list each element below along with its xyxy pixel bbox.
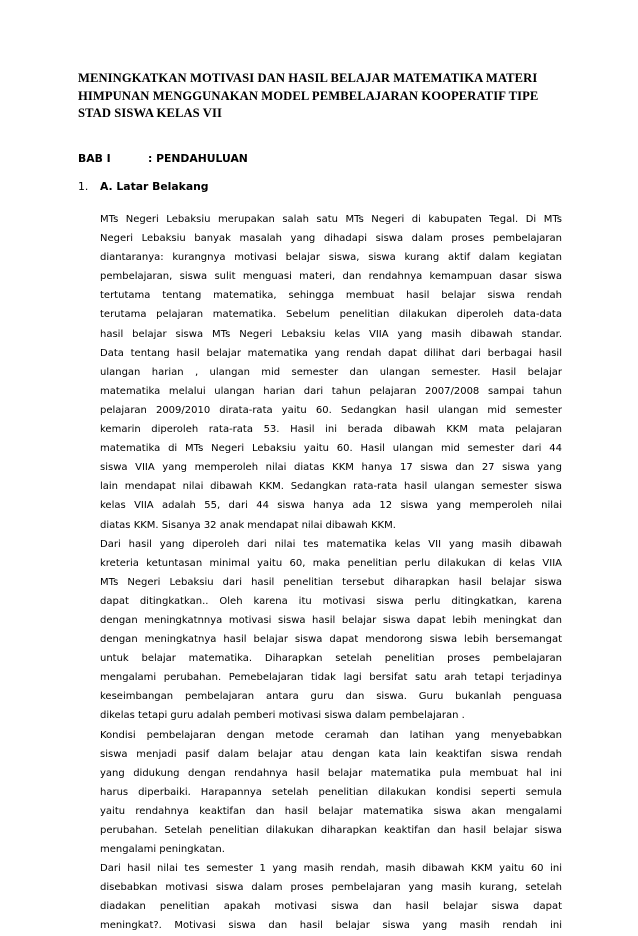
text-line: Dari hasil yang diperoleh dari nilai tes matematika kelas VII yang masih dibawah xyxy=(100,538,562,550)
text-line: siswa VIIA yang memperoleh nilai diatas KKM hanya 17 siswa dan 27 siswa yang xyxy=(100,462,562,474)
text-line: Kondisi pembelajaran dengan metode ceramah dan latihan yang menyebabkan xyxy=(100,729,562,741)
text-line: yaitu rendahnya keaktifan dan hasil belajar matematika siswa akan mengalami xyxy=(100,805,562,817)
text-line: Negeri Lebaksiu banyak masalah yang dihadapi siswa dalam proses pembelajaran xyxy=(100,233,562,245)
chapter-title: : PENDAHULUAN xyxy=(148,152,248,165)
text-line: kemarin diperoleh rata-rata 53. Hasil ini berada dibawah KKM mata pelajaran xyxy=(100,424,562,436)
text-line: dengan meningkatnya hasil belajar siswa dapat mendorong siswa lebih bersemangat xyxy=(100,634,562,646)
section-heading xyxy=(78,180,209,194)
text-line: dikelas tetapi guru adalah pemberi motivasi siswa dalam pembelajaran . xyxy=(100,710,465,722)
body-text xyxy=(100,210,562,936)
text-line: kelas VIIA adalah 55, dari 44 siswa hanya ada 12 siswa yang memperoleh nilai xyxy=(100,500,562,512)
text-line: diadakan penelitian apakah motivasi siswa dan hasil belajar siswa dapat xyxy=(100,901,562,913)
text-line: siswa menjadi pasif dalam belajar atau dengan kata lain keaktifan siswa rendah xyxy=(100,748,562,760)
text-line: pembelajaran, siswa sulit menguasi materi, dan rendahnya kemampuan dasar siswa xyxy=(100,271,562,283)
document-title xyxy=(78,70,578,123)
text-line: untuk belajar matematika. Diharapkan setelah penelitian proses pembelajaran xyxy=(100,653,562,665)
text-line: tertutama tentang matematika, sehingga membuat hasil belajar siswa rendah xyxy=(100,290,562,302)
text-line: yang didukung dengan rendahnya hasil belajar matematika pula membuat hal ini xyxy=(100,767,562,779)
text-line: matematika di MTs Negeri Lebaksiu yaitu 60. Hasil ulangan mid semester dari 44 xyxy=(100,443,562,455)
title-line: STAD SISWA KELAS VII xyxy=(78,106,222,120)
text-line: disebabkan motivasi siswa dalam proses pembelajaran yang masih kurang, setelah xyxy=(100,882,562,894)
text-line: dapat ditingkatkan.. Oleh karena itu motivasi siswa perlu ditingkatkan, karena xyxy=(100,595,562,607)
text-line: diantaranya: kurangnya motivasi belajar siswa, siswa kurang aktif dalam kegiatan xyxy=(100,252,562,264)
text-line: lain mendapat nilai dibawah KKM. Sedangkan rata-rata hasil ulangan semester siswa xyxy=(100,481,562,493)
text-line: dengan meningkatnnya motivasi siswa hasil belajar siswa dapat lebih meningkat dan xyxy=(100,614,562,626)
text-line: keseimbangan pembelajaran antara guru dan siswa. Guru bukanlah penguasa xyxy=(100,691,562,703)
text-line: mengalami peningkatan. xyxy=(100,844,225,856)
section-title: A. Latar Belakang xyxy=(100,180,209,193)
text-line: Data tentang hasil belajar matematika yang rendah dapat dilihat dari berbagai hasil xyxy=(100,347,562,359)
chapter-number: BAB I xyxy=(78,152,111,165)
text-line: Dari hasil nilai tes semester 1 yang masih rendah, masih dibawah KKM yaitu 60 ini xyxy=(100,863,562,875)
text-line: terutama pelajaran matematika. Sebelum penelitian dilakukan diperoleh data-data xyxy=(100,309,562,321)
title-line: MENINGKATKAN MOTIVASI DAN HASIL BELAJAR MATEMATIKA MATERI xyxy=(78,71,538,85)
text-line: pelajaran 2009/2010 dirata-rata yaitu 60. Sedangkan hasil ulangan mid semester xyxy=(100,404,562,416)
chapter-heading xyxy=(78,152,248,166)
text-line: ulangan harian , ulangan mid semester dan ulangan semester. Hasil belajar xyxy=(100,366,562,378)
title-line: HIMPUNAN MENGGUNAKAN MODEL PEMBELAJARAN KOOPERATIF TIPE xyxy=(78,88,539,103)
text-line: mengalami perubahan. Pemebelajaran tidak lagi bersifat satu arah tetapi terjadinya xyxy=(100,672,562,684)
text-line: perubahan. Setelah penelitian dilakukan diharapkan keaktifan dan hasil belajar siswa xyxy=(100,825,562,836)
text-line: kreteria ketuntasan minimal yaitu 60, maka penelitian perlu dilakukan di kelas VIIA xyxy=(100,557,562,569)
text-line: MTs Negeri Lebaksiu dari hasil penelitian tersebut diharapkan hasil belajar siswa xyxy=(100,576,562,588)
text-line: matematika melalui ulangan harian dari tahun pelajaran 2007/2008 sampai tahun xyxy=(100,385,562,397)
text-line: meningkat?. Motivasi siswa dan hasil belajar siswa yang masih rendah ini xyxy=(100,920,562,932)
text-line: MTs Negeri Lebaksiu merupakan salah satu MTs Negeri di kabupaten Tegal. Di MTs xyxy=(100,214,562,225)
text-line: diatas KKM. Sisanya 32 anak mendapat nilai dibawah KKM. xyxy=(100,519,396,531)
text-line: harus diperbaiki. Harapannya setelah penelitian dilakukan kondisi seperti semula xyxy=(100,786,562,798)
text-line: hasil belajar siswa MTs Negeri Lebaksiu kelas VIIA yang masih dibawah standar. xyxy=(100,328,562,340)
section-index: 1. xyxy=(78,180,89,193)
